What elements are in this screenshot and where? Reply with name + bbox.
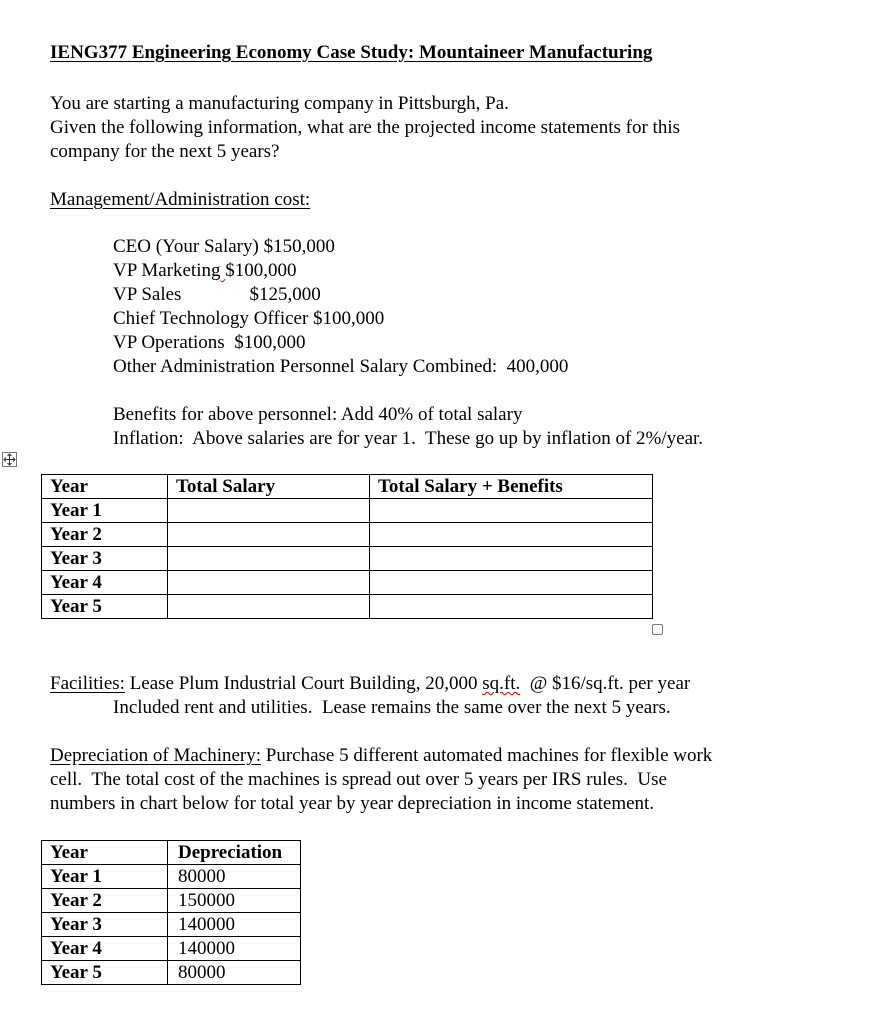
- salary-ceo: CEO (Your Salary) $150,000: [113, 236, 335, 257]
- salary-other: Other Administration Personnel Salary Combined: 400,000: [113, 356, 569, 377]
- table-row: [42, 865, 301, 889]
- table-row: [42, 547, 653, 571]
- salary-cto: Chief Technology Officer $100,000: [113, 308, 385, 329]
- cell-total-salary[interactable]: [168, 571, 370, 595]
- row-year: Year 1: [42, 865, 168, 889]
- table-row: [42, 499, 653, 523]
- salary-vp-operations: VP Operations $100,000: [113, 332, 306, 353]
- header-total-salary-benefits: Total Salary + Benefits: [370, 475, 653, 499]
- row-year: Year 3: [42, 913, 168, 937]
- depreciation-line-1: Depreciation of Machinery: Purchase 5 different automated machines for flexible work: [50, 745, 713, 766]
- table-row: [42, 523, 653, 547]
- depreciation-paragraph: [50, 744, 712, 816]
- row-year: Year 4: [42, 571, 168, 595]
- salary-vp-sales: VP Sales $125,000: [113, 284, 321, 305]
- cell-depreciation: 80000: [168, 865, 301, 889]
- depreciation-line-2: cell. The total cost of the machines is spread out over 5 years per IRS rules. Use: [50, 769, 667, 790]
- row-year: Year 5: [42, 595, 168, 619]
- depreciation-table: [41, 840, 301, 985]
- benefits-text: Benefits for above personnel: Add 40% of total salary: [113, 404, 523, 425]
- row-year: Year 2: [42, 889, 168, 913]
- cell-depreciation: 140000: [168, 937, 301, 961]
- cell-total-salary-benefits[interactable]: [370, 595, 653, 619]
- intro-paragraph: [50, 92, 680, 164]
- table-row: [42, 913, 301, 937]
- cell-total-salary[interactable]: [168, 547, 370, 571]
- management-heading: Management/Administration cost:: [50, 189, 311, 210]
- intro-line-1: You are starting a manufacturing company in Pittsburgh, Pa.: [50, 93, 509, 114]
- row-year: Year 2: [42, 523, 168, 547]
- facilities-line-2: Included rent and utilities. Lease remains the same over the next 5 years.: [113, 697, 671, 718]
- header-total-salary: Total Salary: [168, 475, 370, 499]
- cell-total-salary-benefits[interactable]: [370, 571, 653, 595]
- table-row: [42, 889, 301, 913]
- benefits-block: [113, 403, 703, 451]
- header-year: Year: [42, 475, 168, 499]
- facilities-line-1: Facilities: Lease Plum Industrial Court Building, 20,000 sq.ft. @ $16/sq.ft. per year: [50, 673, 691, 694]
- inflation-text: Inflation: Above salaries are for year 1. These go up by inflation of 2%/year.: [113, 428, 704, 449]
- cell-total-salary-benefits[interactable]: [370, 523, 653, 547]
- salary-table-header: [42, 475, 653, 499]
- depreciation-line-3: numbers in chart below for total year by year depreciation in income statement.: [50, 793, 655, 814]
- depreciation-label: Depreciation of Machinery:: [50, 745, 262, 766]
- cell-total-salary[interactable]: [168, 499, 370, 523]
- salary-list: [113, 235, 568, 379]
- facilities-block: [50, 672, 690, 720]
- table-row: [42, 571, 653, 595]
- depreciation-table-header: [42, 841, 301, 865]
- facilities-label: Facilities:: [50, 673, 125, 694]
- cell-depreciation: 80000: [168, 961, 301, 985]
- cell-depreciation: 150000: [168, 889, 301, 913]
- salary-table: [41, 474, 653, 619]
- table-resize-icon[interactable]: [652, 624, 663, 635]
- row-year: Year 1: [42, 499, 168, 523]
- sqft-text: sq.ft.: [482, 673, 521, 694]
- cell-total-salary-benefits[interactable]: [370, 547, 653, 571]
- header-year: Year: [42, 841, 168, 865]
- intro-line-3: company for the next 5 years?: [50, 141, 280, 162]
- table-move-icon[interactable]: [2, 452, 17, 467]
- salary-vp-marketing: VP Marketing $100,000: [113, 260, 297, 281]
- cell-total-salary-benefits[interactable]: [370, 499, 653, 523]
- row-year: Year 3: [42, 547, 168, 571]
- table-row: [42, 961, 301, 985]
- cell-total-salary[interactable]: [168, 595, 370, 619]
- header-depreciation: Depreciation: [168, 841, 301, 865]
- row-year: Year 5: [42, 961, 168, 985]
- table-row: [42, 595, 653, 619]
- intro-line-2: Given the following information, what are the projected income statements for this: [50, 117, 680, 138]
- cell-depreciation: 140000: [168, 913, 301, 937]
- cell-total-salary[interactable]: [168, 523, 370, 547]
- page-title: IENG377 Engineering Economy Case Study: Mountaineer Manufacturing: [50, 42, 653, 63]
- row-year: Year 4: [42, 937, 168, 961]
- table-row: [42, 937, 301, 961]
